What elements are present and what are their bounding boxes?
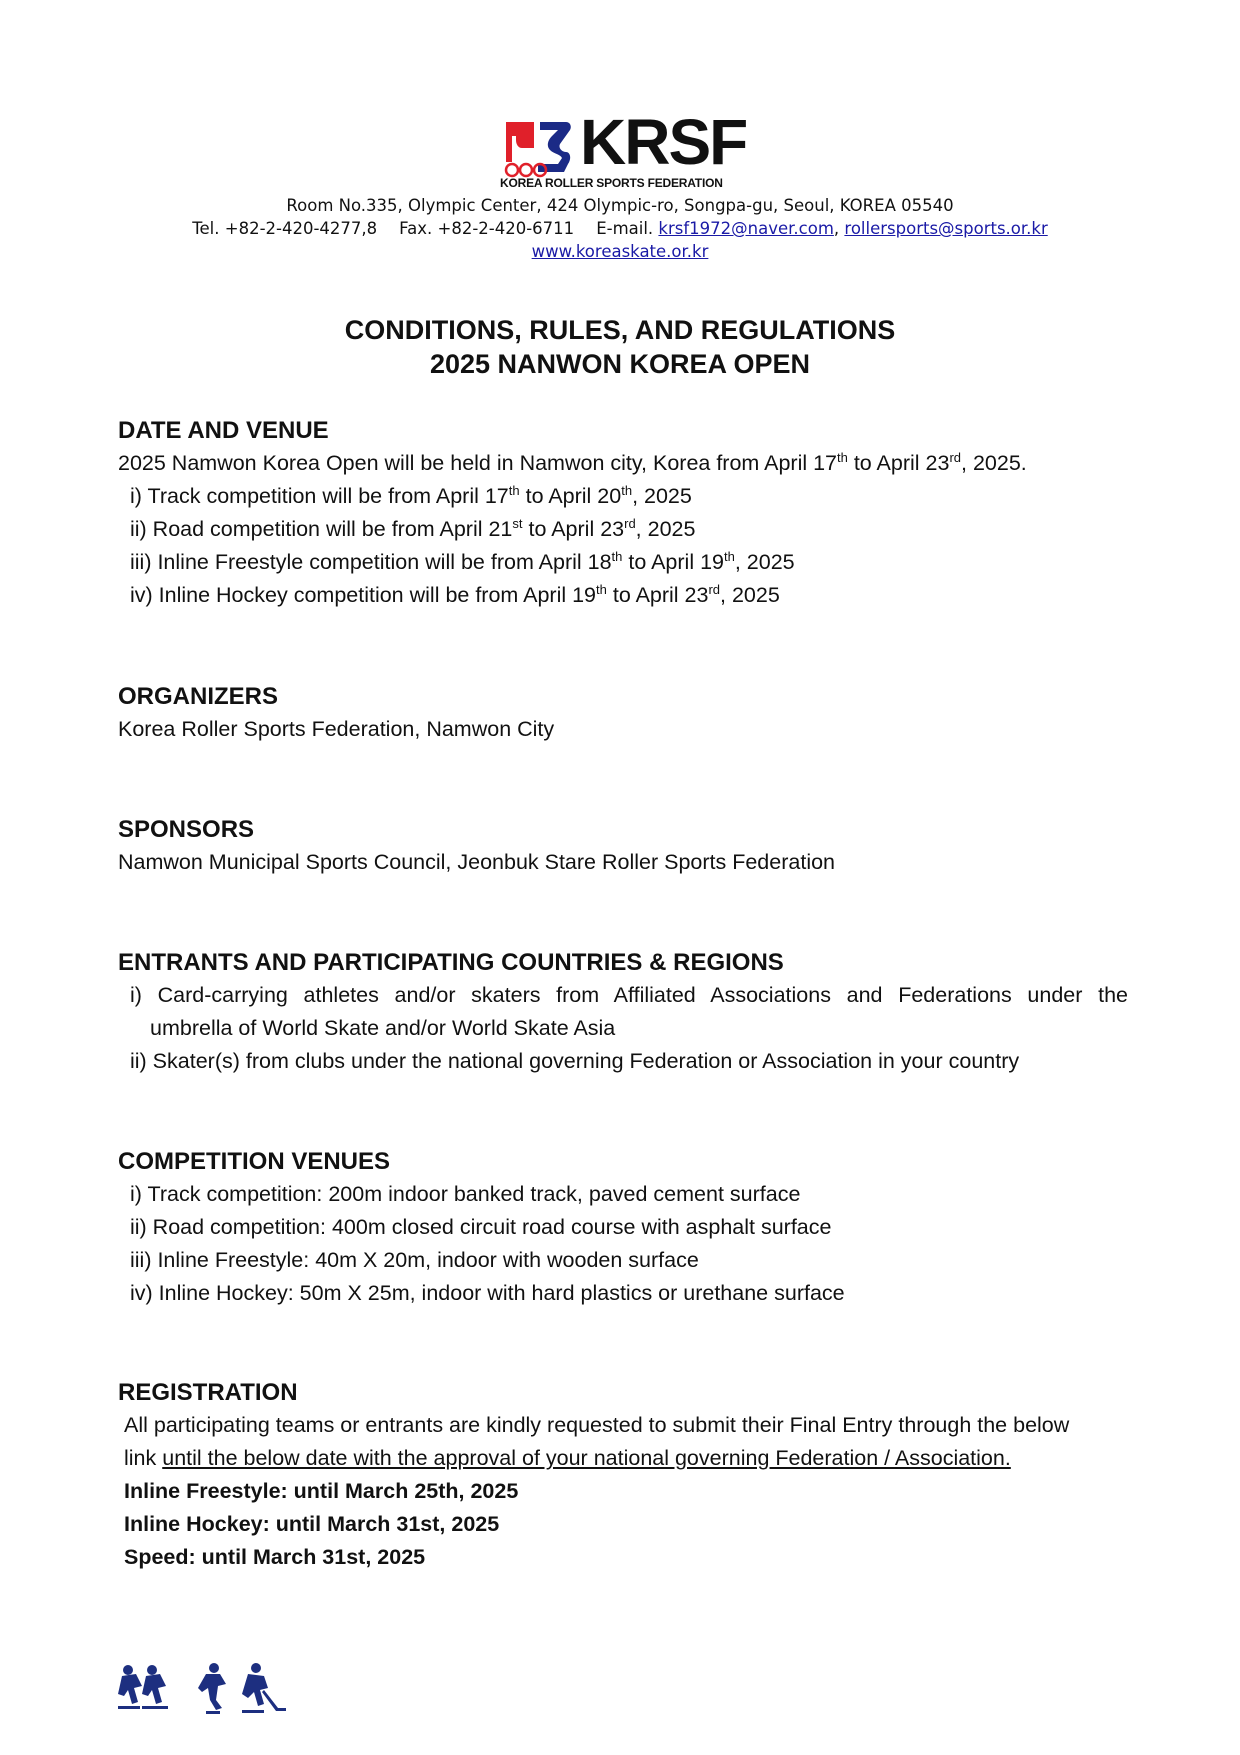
phone-fax-email-line <box>0 217 1240 240</box>
list-item: ii) Road competition will be from April 21st to April 23rd, 2025 <box>130 515 696 541</box>
logo-subtitle: KOREA ROLLER SPORTS FEDERATION <box>500 176 723 190</box>
fax: Fax. +82-2-420-6711 <box>399 219 575 238</box>
list-item: i) Card-carrying athletes and/or skaters from Affiliated Associations and Federations under the <box>130 983 1128 1007</box>
section-registration <box>118 1376 1128 1574</box>
list-item: iv) Inline Hockey competition will be from April 19th to April 23rd, 2025 <box>130 581 780 607</box>
email-link-krsf[interactable]: krsf1972@naver.com <box>658 219 834 238</box>
letterhead <box>0 106 1240 263</box>
website-link[interactable]: www.koreaskate.or.kr <box>531 242 709 261</box>
email-separator: , <box>833 219 845 238</box>
logo-wordmark: KRSF <box>580 106 747 178</box>
list-item: ii) Skater(s) from clubs under the national governing Federation or Association in your country <box>130 1049 1020 1073</box>
list-item-continuation: umbrella of World Skate and/or World Skate Asia <box>150 1016 616 1040</box>
deadline-speed: Speed: until March 31st, 2025 <box>124 1545 426 1569</box>
deadline-freestyle: Inline Freestyle: until March 25th, 2025 <box>124 1479 519 1503</box>
krsf-emblem-icon <box>500 118 580 178</box>
section-heading: REGISTRATION <box>118 1379 298 1406</box>
list-item: i) Track competition: 200m indoor banked track, paved cement surface <box>130 1182 801 1206</box>
krsf-logo <box>500 106 747 190</box>
sponsors-text: Namwon Municipal Sports Council, Jeonbuk Stare Roller Sports Federation <box>118 850 836 874</box>
list-item: i) Track competition will be from April 17th to April 20th, 2025 <box>130 482 692 508</box>
document-title <box>0 313 1240 381</box>
section-heading: DATE AND VENUE <box>118 417 329 444</box>
telephone: Tel. +82-2-420-4277,8 <box>192 219 378 238</box>
title-line-2: 2025 NANWON KOREA OPEN <box>429 349 811 379</box>
section-date-venue <box>118 414 1128 612</box>
section-heading: ENTRANTS AND PARTICIPATING COUNTRIES & REGIONS <box>118 949 784 976</box>
registration-text-cont: link until the below date with the approval of your national governing Federation / Association. <box>124 1446 1011 1470</box>
list-item: iii) Inline Freestyle competition will be from April 18th to April 19th, 2025 <box>130 548 795 574</box>
address: Room No.335, Olympic Center, 424 Olympic-ro, Songpa-gu, Seoul, KOREA 05540 <box>286 196 954 215</box>
section-heading: SPONSORS <box>118 816 255 843</box>
skaters-pictogram-icon <box>118 1660 288 1716</box>
email-label: E-mail. <box>596 219 659 238</box>
list-item: iii) Inline Freestyle: 40m X 20m, indoor with wooden surface <box>130 1248 699 1272</box>
date-venue-intro: 2025 Namwon Korea Open will be held in Namwon city, Korea from April 17th to April 23rd, 2025. <box>118 449 1027 475</box>
section-heading: ORGANIZERS <box>118 683 279 710</box>
section-heading: COMPETITION VENUES <box>118 1148 391 1175</box>
section-organizers <box>118 680 1128 746</box>
contact-info <box>0 194 1240 263</box>
sport-pictograms <box>118 1660 288 1721</box>
organizers-text: Korea Roller Sports Federation, Namwon City <box>118 717 555 741</box>
email-link-rollersports[interactable]: rollersports@sports.or.kr <box>844 219 1048 238</box>
list-item: iv) Inline Hockey: 50m X 25m, indoor with hard plastics or urethane surface <box>130 1281 845 1305</box>
deadline-hockey: Inline Hockey: until March 31st, 2025 <box>124 1512 500 1536</box>
registration-text: All participating teams or entrants are kindly requested to submit their Final Entry through the below <box>124 1413 1070 1437</box>
section-sponsors <box>118 813 1128 879</box>
list-item: ii) Road competition: 400m closed circuit road course with asphalt surface <box>130 1215 832 1239</box>
section-entrants <box>118 946 1128 1078</box>
section-competition-venues <box>118 1145 1128 1310</box>
title-line-1: CONDITIONS, RULES, AND REGULATIONS <box>344 315 896 345</box>
